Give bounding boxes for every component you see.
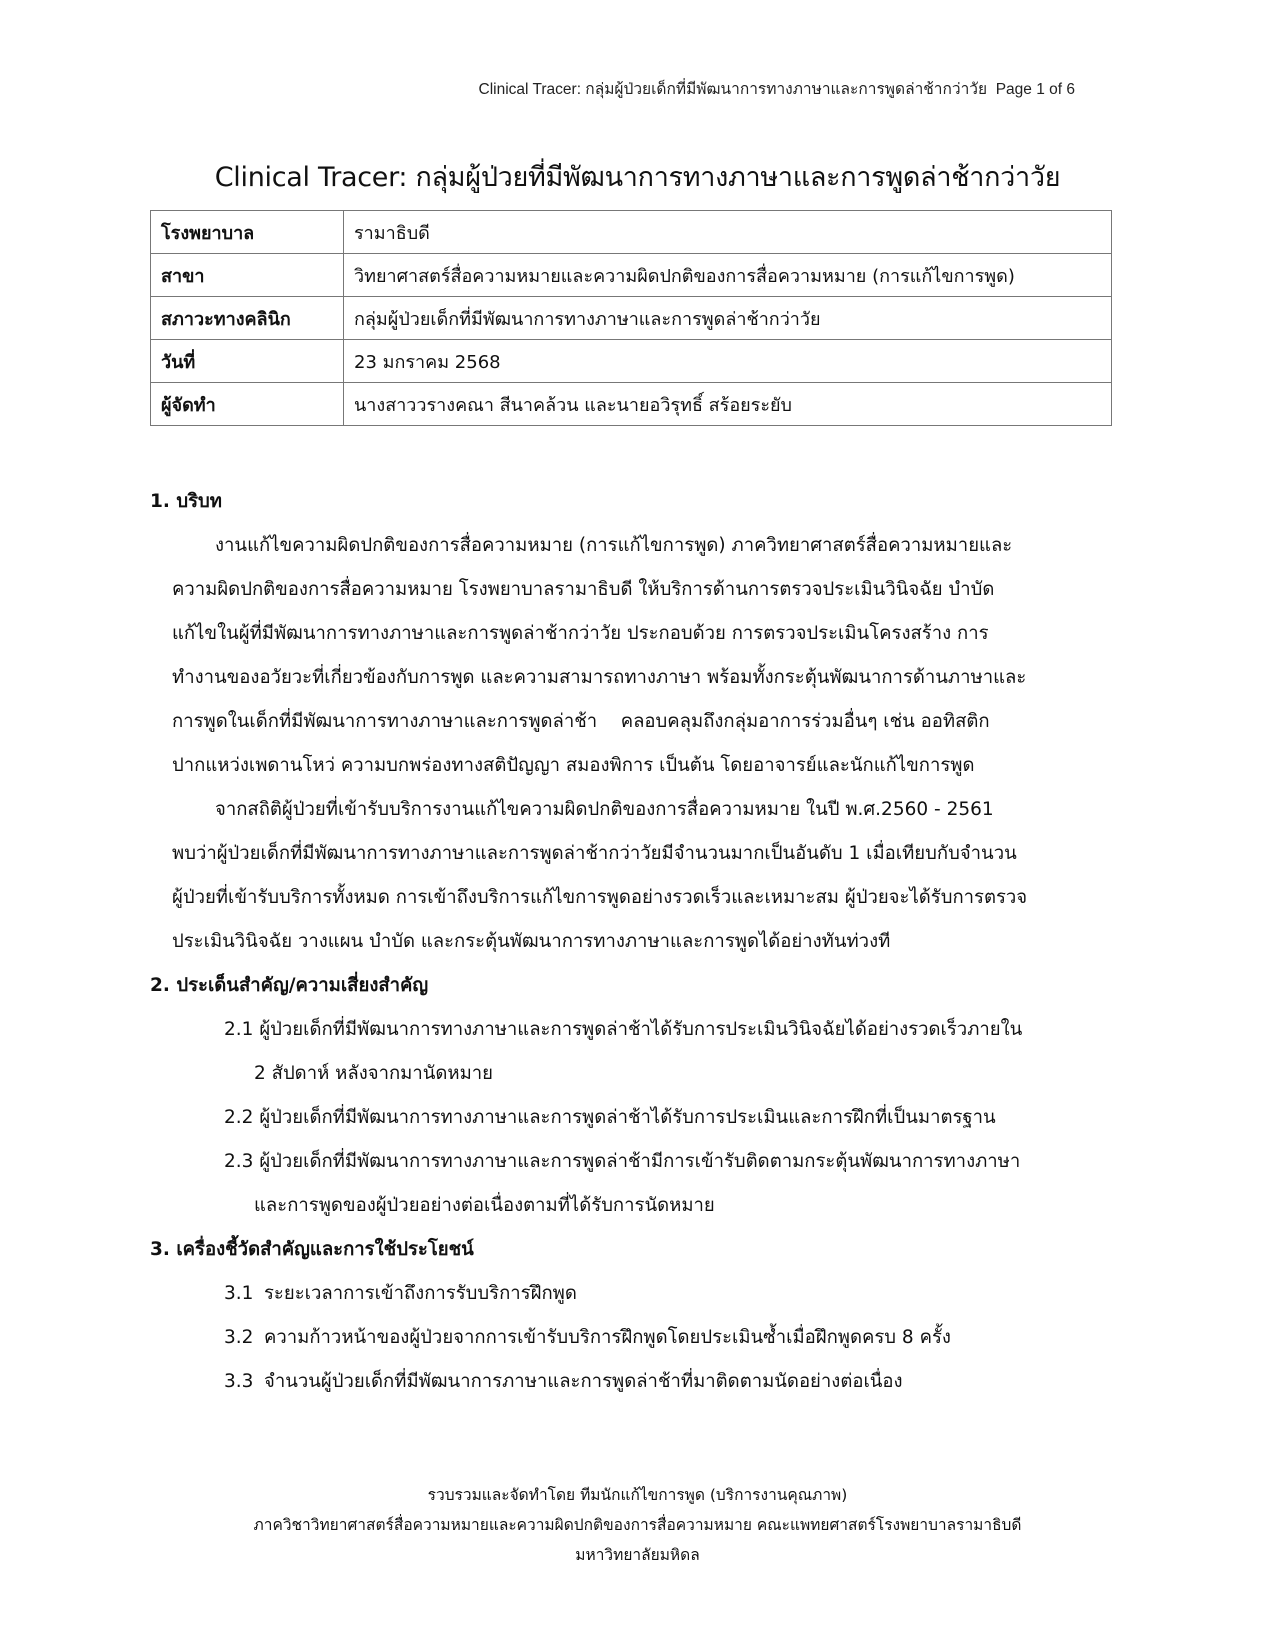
- list-item: [150, 1272, 1125, 1316]
- paragraph-line: การพูดในเด็กที่มีพัฒนาการทางภาษาและการพูดล่าช้า คลอบคลุมถึงกลุ่มอาการร่วมอื่นๆ เช่น ออทิสติก: [172, 711, 990, 732]
- item-number: 3.3: [224, 1371, 254, 1392]
- item-number: 3.1: [224, 1283, 254, 1304]
- paragraph-line: ทำงานของอวัยวะที่เกี่ยวข้องกับการพูด และความสามารถทางภาษา พร้อมทั้งกระตุ้นพัฒนาการด้านภาษาและ: [172, 667, 1027, 688]
- list-item: [150, 1316, 1125, 1360]
- paragraph-line: งานแก้ไขความผิดปกติของการสื่อความหมาย (การแก้ไขการพูด) ภาควิทยาศาสตร์สื่อความหมายและ: [215, 535, 1013, 556]
- footer-line: ภาควิชาวิทยาศาสตร์สื่อความหมายและความผิดปกติของการสื่อความหมาย คณะแพทยศาสตร์โรงพยาบาลรามาธิบดี: [253, 1516, 1022, 1534]
- row-label: สาขา: [151, 254, 344, 297]
- item-continuation: 2 สัปดาห์ หลังจากมานัดหมาย: [254, 1063, 494, 1084]
- paragraph-line: ความผิดปกติของการสื่อความหมาย โรงพยาบาลรามาธิบดี ให้บริการด้านการตรวจประเมินวินิจฉัย บำบัด: [172, 579, 995, 600]
- item-number: 3.2: [224, 1327, 254, 1348]
- paragraph-line: ผู้ป่วยที่เข้ารับบริการทั้งหมด การเข้าถึงบริการแก้ไขการพูดอย่างรวดเร็วและเหมาะสม ผู้ป่วยจะได้รับการตรวจ: [172, 887, 1028, 908]
- row-label: สภาวะทางคลินิก: [151, 297, 344, 340]
- item-text: จำนวนผู้ป่วยเด็กที่มีพัฒนาการภาษาและการพูดล่าช้าที่มาติดตามนัดอย่างต่อเนื่อง: [264, 1371, 903, 1392]
- document-body: [150, 480, 1125, 1404]
- paragraph-line: แก้ไขในผู้ที่มีพัฒนาการทางภาษาและการพูดล่าช้ากว่าวัย ประกอบด้วย การตรวจประเมินโครงสร้าง การ: [172, 623, 989, 644]
- running-title: Clinical Tracer: กลุ่มผู้ป่วยเด็กที่มีพัฒนาการทางภาษาและการพูดล่าช้ากว่าวัย: [478, 81, 988, 98]
- table-row: [151, 383, 1112, 426]
- list-item: [150, 1008, 1125, 1052]
- list-item: [150, 1096, 1125, 1140]
- paragraph-line: พบว่าผู้ป่วยเด็กที่มีพัฒนาการทางภาษาและการพูดล่าช้ากว่าวัยมีจำนวนมากเป็นอันดับ 1 เมื่อเทียบกับจำนวน: [172, 843, 1017, 864]
- row-value: วิทยาศาสตร์สื่อความหมายและความผิดปกติของการสื่อความหมาย (การแก้ไขการพูด): [344, 254, 1112, 297]
- item-number: 2.3: [224, 1151, 254, 1172]
- paragraph-line: จากสถิติผู้ป่วยที่เข้ารับบริการงานแก้ไขความผิดปกติของการสื่อความหมาย ในปี พ.ศ.2560 - 2561: [215, 799, 994, 820]
- item-text: ผู้ป่วยเด็กที่มีพัฒนาการทางภาษาและการพูดล่าช้าได้รับการประเมินวินิจฉัยได้อย่างรวดเร็วภายใน: [259, 1019, 1023, 1040]
- running-header: [479, 76, 1076, 101]
- page-number: Page 1 of 6: [995, 81, 1075, 98]
- item-continuation: และการพูดของผู้ป่วยอย่างต่อเนื่องตามที่ได้รับการนัดหมาย: [254, 1195, 715, 1216]
- footer-line: รวบรวมและจัดทำโดย ทีมนักแก้ไขการพูด (บริการงานคุณภาพ): [427, 1486, 848, 1504]
- item-text: ความก้าวหน้าของผู้ป่วยจากการเข้ารับบริการฝึกพูดโดยประเมินซ้ำเมื่อฝึกพูดครบ 8 ครั้ง: [264, 1327, 951, 1348]
- row-value: นางสาววรางคณา สีนาคล้วน และนายอวิรุทธิ์ สร้อยระยับ: [344, 383, 1112, 426]
- item-text: ผู้ป่วยเด็กที่มีพัฒนาการทางภาษาและการพูดล่าช้ามีการเข้ารับติดตามกระตุ้นพัฒนาการทางภาษา: [259, 1151, 1021, 1172]
- row-value: รามาธิบดี: [344, 211, 1112, 254]
- row-label: ผู้จัดทำ: [151, 383, 344, 426]
- section-heading: 1. บริบท: [150, 491, 222, 512]
- section-heading: 2. ประเด็นสำคัญ/ความเสี่ยงสำคัญ: [150, 975, 429, 996]
- table-row: [151, 297, 1112, 340]
- footer-line: มหาวิทยาลัยมหิดล: [575, 1546, 700, 1564]
- table-row: [151, 340, 1112, 383]
- paragraph-line: ปากแหว่งเพดานโหว่ ความบกพร่องทางสติปัญญา สมองพิการ เป็นต้น โดยอาจารย์และนักแก้ไขการพูด: [172, 755, 975, 776]
- paragraph-line: ประเมินวินิจฉัย วางแผน บำบัด และกระตุ้นพัฒนาการทางภาษาและการพูดได้อย่างทันท่วงที: [172, 931, 891, 952]
- row-value: กลุ่มผู้ป่วยเด็กที่มีพัฒนาการทางภาษาและการพูดล่าช้ากว่าวัย: [344, 297, 1112, 340]
- item-text: ผู้ป่วยเด็กที่มีพัฒนาการทางภาษาและการพูดล่าช้าได้รับการประเมินและการฝึกที่เป็นมาตรฐาน: [259, 1107, 996, 1128]
- item-number: 2.2: [224, 1107, 254, 1128]
- section-heading: 3. เครื่องชี้วัดสำคัญและการใช้ประโยชน์: [150, 1239, 474, 1260]
- item-number: 2.1: [224, 1019, 254, 1040]
- row-value: 23 มกราคม 2568: [344, 340, 1112, 383]
- list-item: [150, 1360, 1125, 1404]
- row-label: วันที่: [151, 340, 344, 383]
- table-row: [151, 254, 1112, 297]
- list-item: [150, 1140, 1125, 1184]
- table-row: [151, 211, 1112, 254]
- item-text: ระยะเวลาการเข้าถึงการรับบริการฝึกพูด: [264, 1283, 577, 1304]
- page-footer: [0, 1480, 1275, 1570]
- info-table: [150, 210, 1112, 426]
- document-title: Clinical Tracer: กลุ่มผู้ป่วยที่มีพัฒนาการทางภาษาและการพูดล่าช้ากว่าวัย: [214, 162, 1061, 193]
- row-label: โรงพยาบาล: [151, 211, 344, 254]
